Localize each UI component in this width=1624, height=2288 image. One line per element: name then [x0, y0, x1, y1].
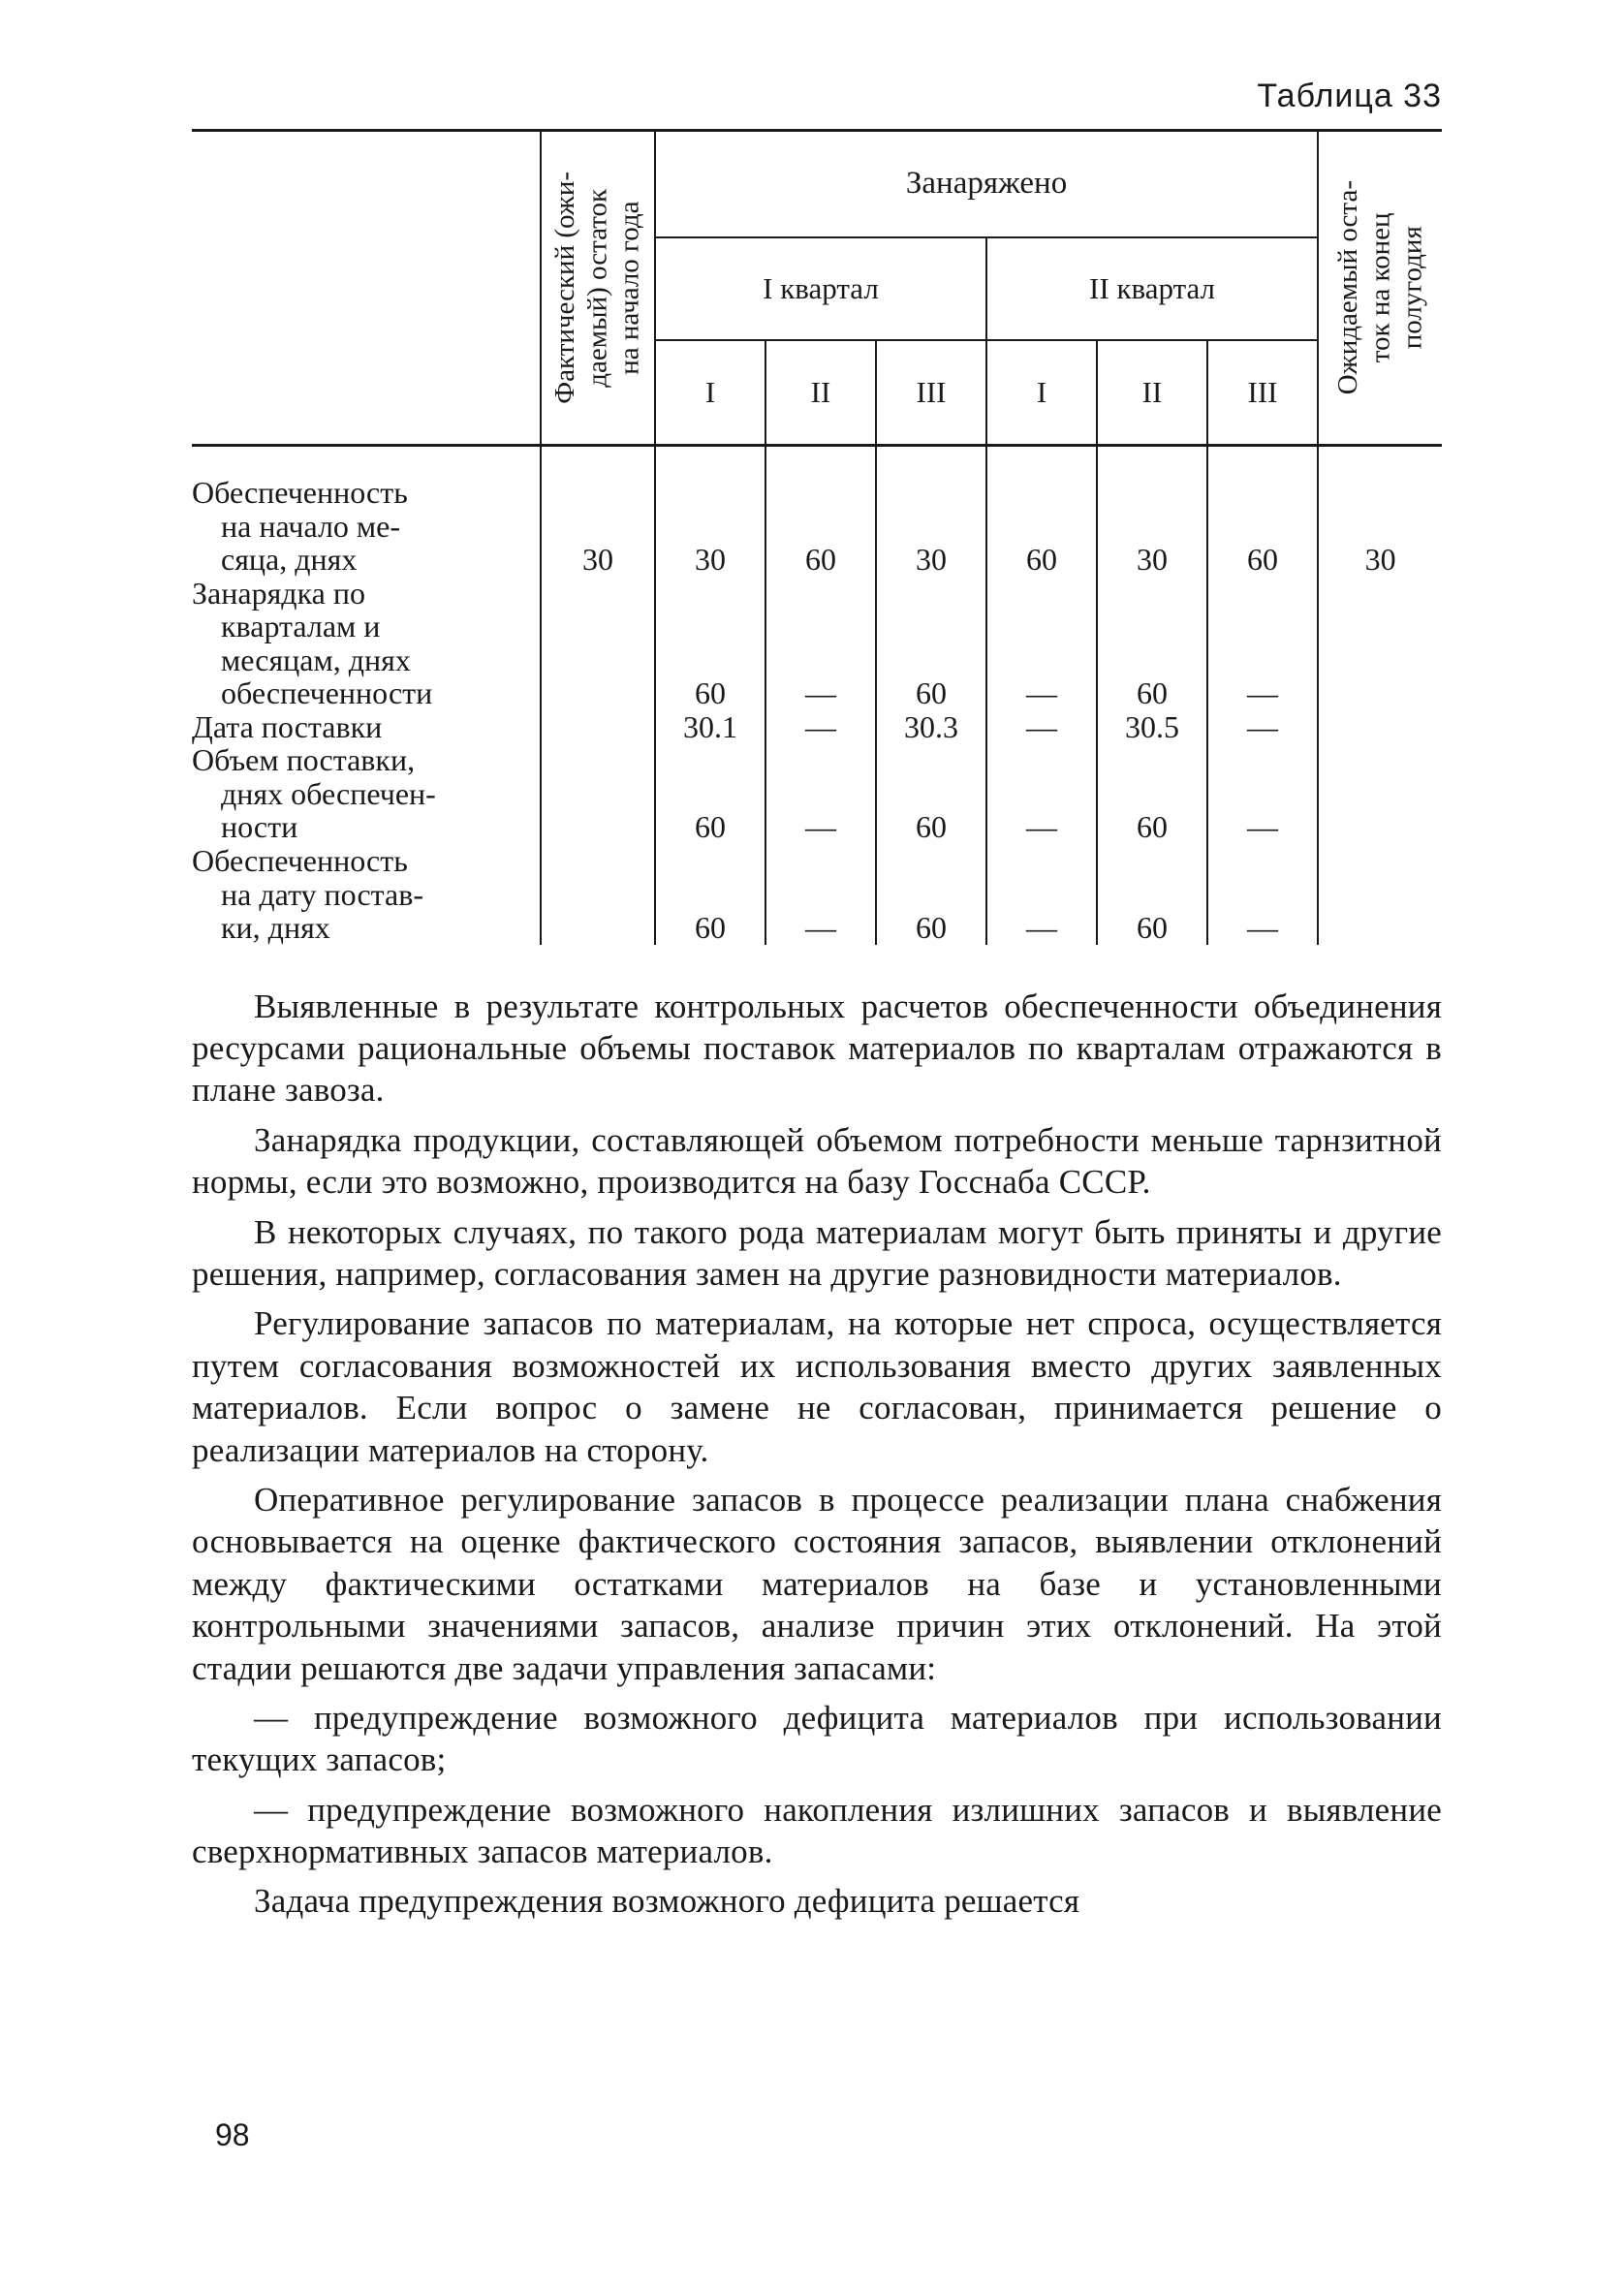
row-label-line: Объем поставки, [192, 742, 416, 778]
end-balance-cell [1318, 844, 1442, 945]
value-cell: — [986, 844, 1097, 945]
row-label-line: кварталам и [221, 609, 381, 644]
value-cell: 60 [1097, 743, 1207, 844]
value-cell: — [986, 743, 1097, 844]
value-cell: — [1207, 743, 1318, 844]
row-label-line: обеспеченности [221, 675, 433, 711]
value-cell: — [986, 577, 1097, 710]
row-label [192, 577, 541, 710]
end-balance-cell: 30 [1318, 446, 1442, 577]
start-balance-cell [541, 743, 655, 844]
month-heading: III [876, 340, 986, 446]
page [192, 78, 1442, 1930]
value-cell: 60 [655, 577, 765, 710]
value-cell: — [765, 577, 876, 710]
row-label-line: на начало ме- [221, 508, 401, 544]
row-label-line: месяцам, днях [221, 642, 411, 677]
row-label [192, 710, 541, 744]
start-balance-heading: Фактический (ожи- даемый) остаток на начало года [548, 172, 645, 404]
supply-table [192, 129, 1442, 945]
value-cell: — [765, 743, 876, 844]
paragraph: Регулирование запасов по материалам, на которые нет спроса, осуществляется путем согласования возможностей их использования вместо других заявленных материалов. Если вопрос о замене не согласован, принимается решение о реализации материалов на сторону. [192, 1304, 1442, 1469]
value-cell: 60 [655, 844, 765, 945]
row-label [192, 844, 541, 945]
value-cell: 60 [765, 446, 876, 577]
start-balance-cell: 30 [541, 446, 655, 577]
start-balance-cell [541, 577, 655, 710]
value-cell: — [1207, 577, 1318, 710]
loaded-group-heading: Занаряжено [655, 131, 1318, 238]
value-cell: — [765, 710, 876, 744]
row-label-line: Обеспеченность [192, 843, 408, 879]
value-cell: 60 [1097, 577, 1207, 710]
value-cell: 60 [1207, 446, 1318, 577]
row-label-line: Дата поставки [192, 708, 383, 744]
value-cell: 30.3 [876, 710, 986, 744]
paragraph: Выявленные в результате контрольных расчетов обеспеченности объединения ресурсами рациональные объемы поставок материалов по кварталам отражаются в плане завоза. [192, 987, 1442, 1110]
header-row-group [192, 131, 1442, 238]
body-text [192, 986, 1442, 1923]
quarter-2-heading: II квартал [986, 237, 1318, 340]
value-cell: 30 [876, 446, 986, 577]
end-balance-cell [1318, 577, 1442, 710]
value-cell: 30 [1097, 446, 1207, 577]
month-heading: I [986, 340, 1097, 446]
value-cell: — [986, 710, 1097, 744]
value-cell: 60 [1097, 844, 1207, 945]
table-caption: Таблица 33 [1257, 78, 1442, 114]
table-row [192, 743, 1442, 844]
value-cell: — [1207, 844, 1318, 945]
row-label-line: днях обеспечен- [221, 775, 436, 811]
header-start-balance [541, 131, 655, 446]
row-label [192, 743, 541, 844]
header-label-cell [192, 131, 541, 446]
row-label-line: ности [221, 809, 298, 845]
page-number: 98 [215, 2117, 250, 2152]
paragraph: — предупреждение возможного накопления излишних запасов и выявление сверхнормативных запасов материалов. [192, 1790, 1442, 1871]
month-heading: II [765, 340, 876, 446]
value-cell: 60 [876, 844, 986, 945]
paragraph: Оперативное регулирование запасов в процессе реализации плана снабжения основывается на оценке фактического состояния запасов, выявлении отклонений между фактическими остатками материалов на базе и установленными контрольными значениями запасов, анализе причин этих отклонений. На этой стадии решаются две задачи управления запасами: [192, 1480, 1442, 1687]
start-balance-cell [541, 844, 655, 945]
end-balance-cell [1318, 710, 1442, 744]
row-label-line: на дату постав- [221, 876, 424, 912]
value-cell: 30.1 [655, 710, 765, 744]
header-end-balance [1318, 131, 1442, 446]
row-label-line: сяца, днях [221, 542, 358, 578]
start-balance-cell [541, 710, 655, 744]
month-heading: III [1207, 340, 1318, 446]
paragraph: Занарядка продукции, составляющей объемом потребности меньше тарнзитной нормы, если это возможно, производится на базу Госснаба СССР. [192, 1120, 1442, 1202]
value-cell: — [1207, 710, 1318, 744]
value-cell: 60 [876, 577, 986, 710]
paragraph: Задача предупреждения возможного дефицита решается [254, 1882, 1080, 1921]
value-cell: — [765, 844, 876, 945]
value-cell: 60 [986, 446, 1097, 577]
table-row [192, 577, 1442, 710]
table-row [192, 710, 1442, 744]
paragraph: — предупреждение возможного дефицита материалов при использовании текущих запасов; [192, 1698, 1442, 1779]
value-cell: 60 [876, 743, 986, 844]
row-label [192, 446, 541, 577]
month-heading: I [655, 340, 765, 446]
table-row [192, 446, 1442, 577]
table-row [192, 844, 1442, 945]
row-label-line: Занарядка по [192, 575, 365, 611]
end-balance-cell [1318, 743, 1442, 844]
row-label-line: Обеспеченность [192, 475, 408, 510]
quarter-1-heading: I квартал [655, 237, 986, 340]
month-heading: II [1097, 340, 1207, 446]
value-cell: 30 [655, 446, 765, 577]
value-cell: 30.5 [1097, 710, 1207, 744]
row-label-line: ки, днях [221, 910, 330, 946]
paragraph: В некоторых случаях, по такого рода материалам могут быть приняты и другие решения, например, согласования замен на другие разновидности материалов. [192, 1212, 1442, 1293]
value-cell: 60 [655, 743, 765, 844]
end-balance-heading: Ожидаемый оста- ток на конец полугодия [1331, 180, 1428, 395]
